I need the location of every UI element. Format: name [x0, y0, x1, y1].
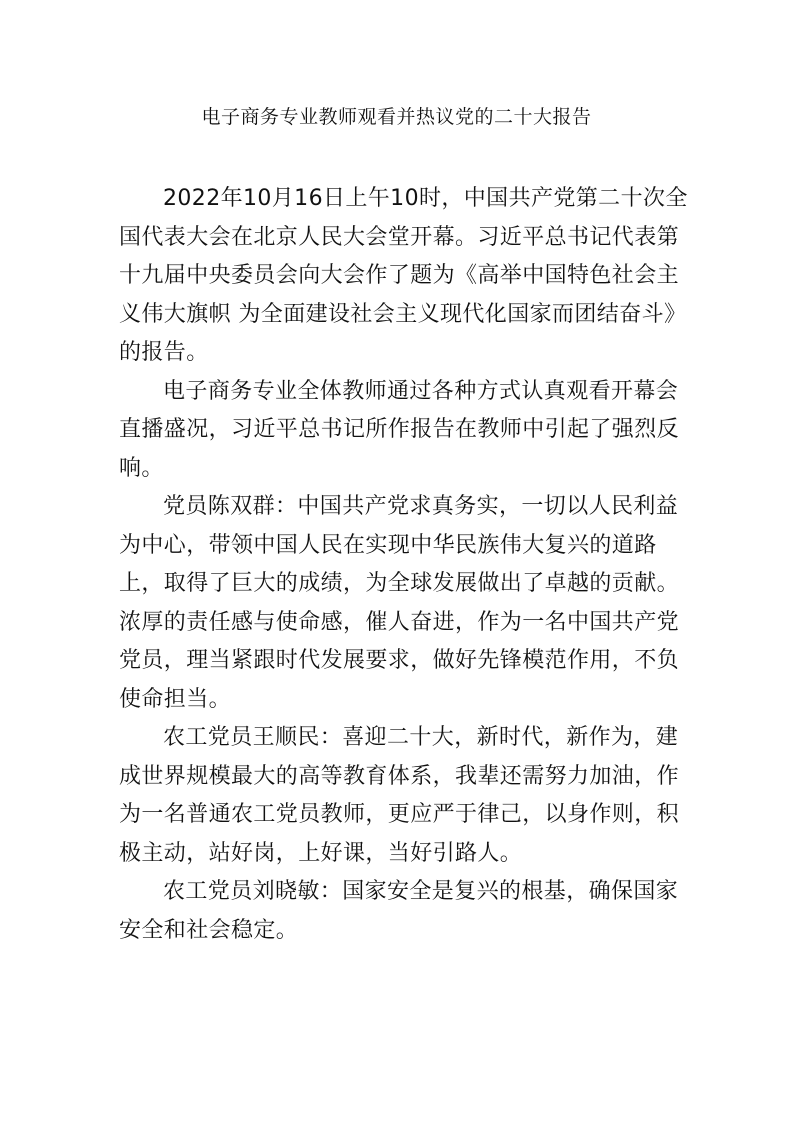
paragraph-teachers-watch: 电子商务专业全体教师通过各种方式认真观看开幕会直播盛况，习近平总书记所作报告在教师中引起了强烈反响。	[119, 378, 680, 481]
paragraph-chen-shuangqun: 党员陈双群：中国共产党求真务实，一切以人民利益为中心，带领中国人民在实现中华民族伟大复兴的道路上，取得了巨大的成绩，为全球发展做出了卓越的贡献。浓厚的责任感与使命感，催人奋进，作为一名中国共产党党员，理当紧跟时代发展要求，做好先锋模范作用，不负使命担当。	[119, 494, 680, 712]
paragraph-liu-xiaomin: 农工党员刘晓敏：国家安全是复兴的根基，确保国家安全和社会稳定。	[119, 879, 679, 943]
paragraph-opening: 2022年10月16日上午10时，中国共产党第二十次全国代表大会在北京人民大会堂开幕。习近平总书记代表第十九届中央委员会向大会作了题为《高举中国特色社会主义伟大旗帜 为全面建设社会主义现代化国家而团结奋斗》的报告。	[119, 186, 688, 365]
paragraph-wang-shunmin: 农工党员王顺民：喜迎二十大，新时代，新作为，建成世界规模最大的高等教育体系，我辈还需努力加油，作为一名普通农工党员教师，更应严于律己，以身作则，积极主动，站好岗，上好课，当好引路人。	[119, 725, 680, 866]
document-title: 电子商务专业教师观看并热议党的二十大报告	[201, 106, 592, 128]
document-body	[119, 180, 689, 950]
